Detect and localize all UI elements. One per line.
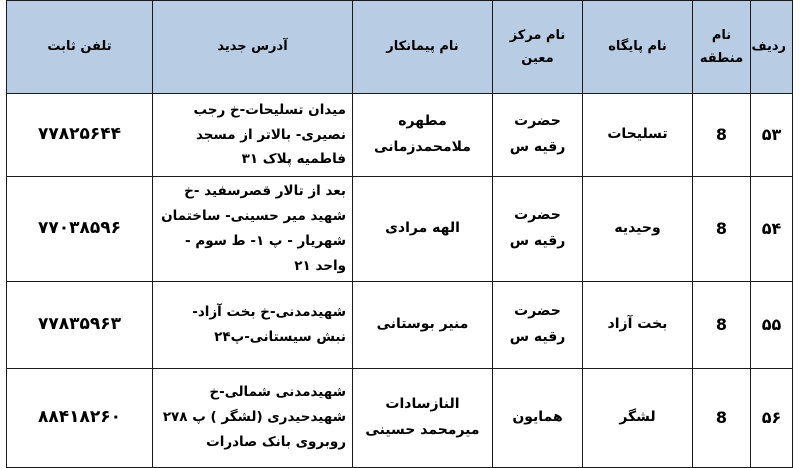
header-phone: تلفن ثابت [7,1,153,94]
cell-radif: ۵۴ [751,177,793,282]
cell-contractor: الهه مرادی [353,177,493,282]
table-row [7,368,793,467]
header-center-name: نام مرکز معین [493,1,583,94]
cell-radif: ۵۳ [751,94,793,177]
header-region-name: نام منطقه [693,1,751,94]
cell-base: تسلیحات [583,94,693,177]
header-base-name: نام پایگاه [583,1,693,94]
cell-base: بخت آزاد [583,281,693,368]
cell-phone: ۷۷۸۲۵۶۴۴ [7,94,153,177]
cell-radif: ۵۵ [751,281,793,368]
cell-address: شهیدمدنی-خ بخت آزاد- نبش سیستانی-پ۲۴ [153,281,353,368]
cell-base: وحیدیه [583,177,693,282]
table-row [7,177,793,282]
cell-phone: ۷۷۸۳۵۹۶۳ [7,281,153,368]
cell-address: شهیدمدنی شمالی-خ شهیدحیدری (لشگر ) پ ۲۷۸ روبروی بانک صادرات [153,368,353,467]
header-address: آدرس جدید [153,1,353,94]
cell-region: 8 [693,368,751,467]
cell-center: حضرت رقیه س [493,94,583,177]
cell-base: لشگر [583,368,693,467]
header-contractor-name: نام پیمانکار [353,1,493,94]
cell-region: 8 [693,177,751,282]
cell-center: حضرت رقیه س [493,177,583,282]
cell-contractor: منیر بوستانی [353,281,493,368]
cell-address: میدان تسلیحات-خ رجب نصیری- بالاتر از مسجد فاطمیه پلاک ۳۱ [153,94,353,177]
header-row [7,1,793,94]
cell-address: بعد از تالار قصرسفید -خ شهید میر حسینی- ساختمان شهریار - پ ۱- ط سوم - واحد ۲۱ [153,177,353,282]
cell-contractor: مطهره ملامحمدزمانی [353,94,493,177]
cell-contractor: النازسادات میرمحمد حسینی [353,368,493,467]
contractor-table [6,0,793,468]
cell-region: 8 [693,94,751,177]
table-row [7,94,793,177]
header-radif: ردیف [751,1,793,94]
cell-center: حضرت رقیه س [493,281,583,368]
cell-region: 8 [693,281,751,368]
table-row [7,281,793,368]
cell-phone: ۷۷۰۳۸۵۹۶ [7,177,153,282]
cell-phone: ۸۸۴۱۸۲۶۰ [7,368,153,467]
cell-center: همایون [493,368,583,467]
cell-radif: ۵۶ [751,368,793,467]
